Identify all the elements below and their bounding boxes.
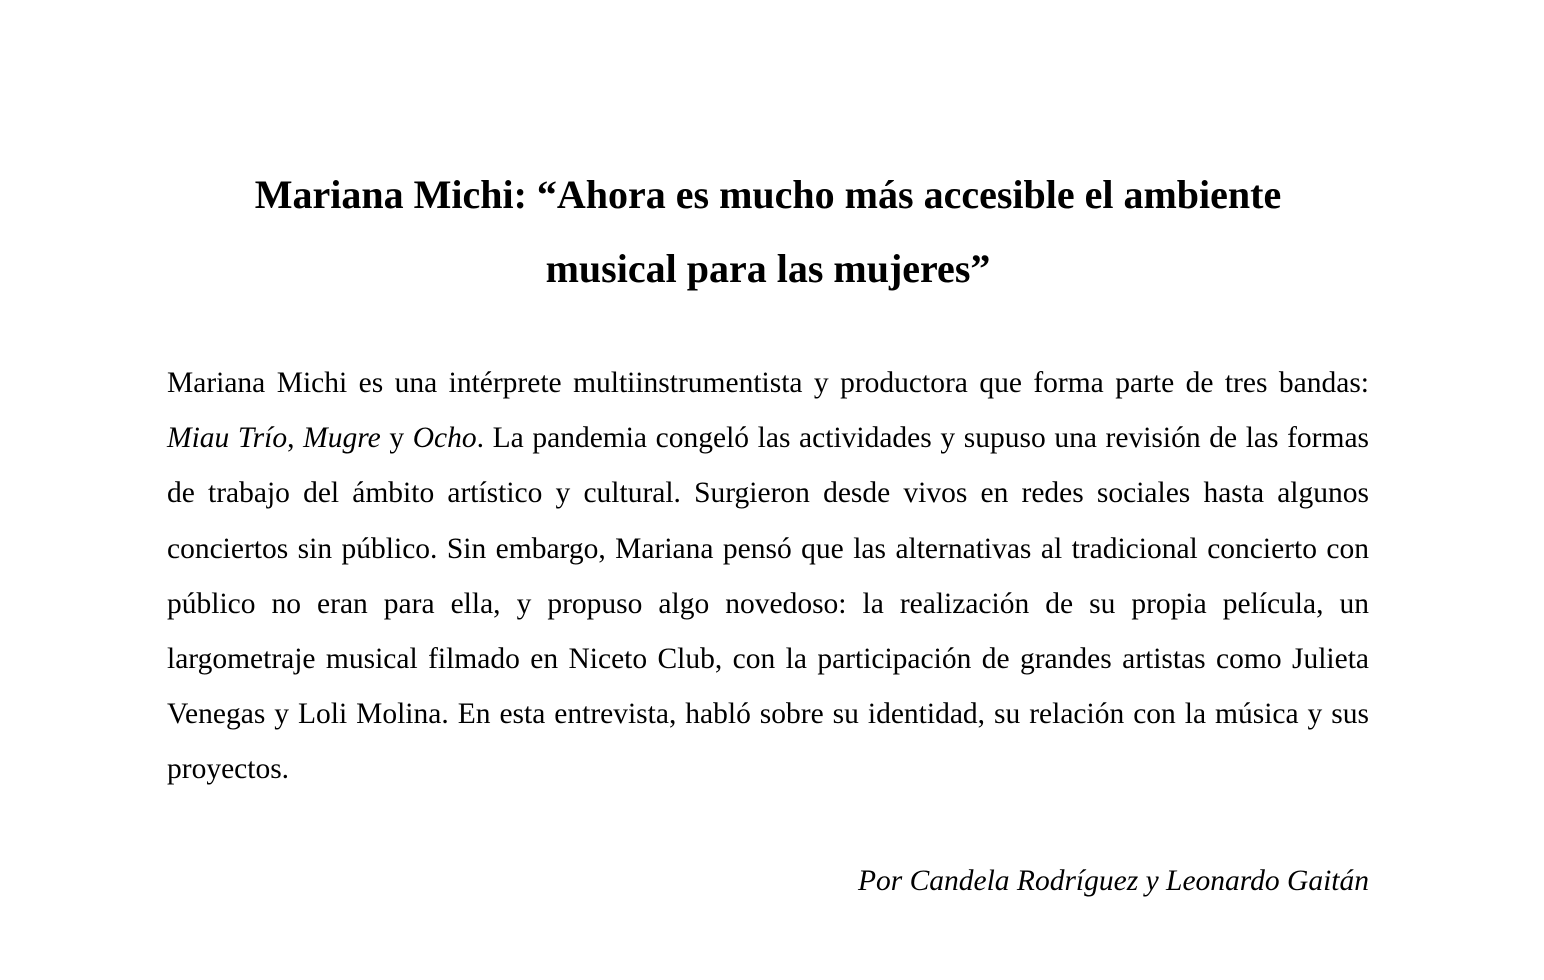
band-name-ocho: Ocho <box>412 422 477 455</box>
lede-separator: , <box>287 422 304 455</box>
lede-separator: y <box>380 422 413 455</box>
article-title-line-1: Mariana Michi: “Ahora es mucho más accesible el ambiente <box>254 172 1282 217</box>
article-title-line-2: musical para las mujeres” <box>545 246 991 291</box>
article-page <box>167 0 1369 980</box>
article-title <box>167 158 1369 306</box>
article-byline: Por Candela Rodríguez y Leonardo Gaitán <box>857 865 1369 897</box>
band-name-mugre: Mugre <box>303 422 381 455</box>
band-name-miau-trio: Miau Trío <box>167 422 288 455</box>
article-lede <box>167 356 1369 798</box>
lede-intro: Mariana Michi es una intérprete multiinstrumentista y productora que forma parte de tres bandas: <box>167 367 1369 399</box>
lede-body: . La pandemia congeló las actividades y supuso una revisión de las formas de trabajo del ámbito artístico y cultural. Surgieron desde vivos en redes sociales hasta algunos conciertos sin público. Sin embargo, Mariana pensó que las alternativas al tradicional concierto con público no eran para ella, y propuso algo novedoso: la realización de su propia película, un largometraje musical filmado en Niceto Club, con la participación de grandes artistas como Julieta Venegas y Loli Molina. En esta entrevista, habló sobre su identidad, su relación con la música y sus proyectos. <box>167 422 1370 786</box>
